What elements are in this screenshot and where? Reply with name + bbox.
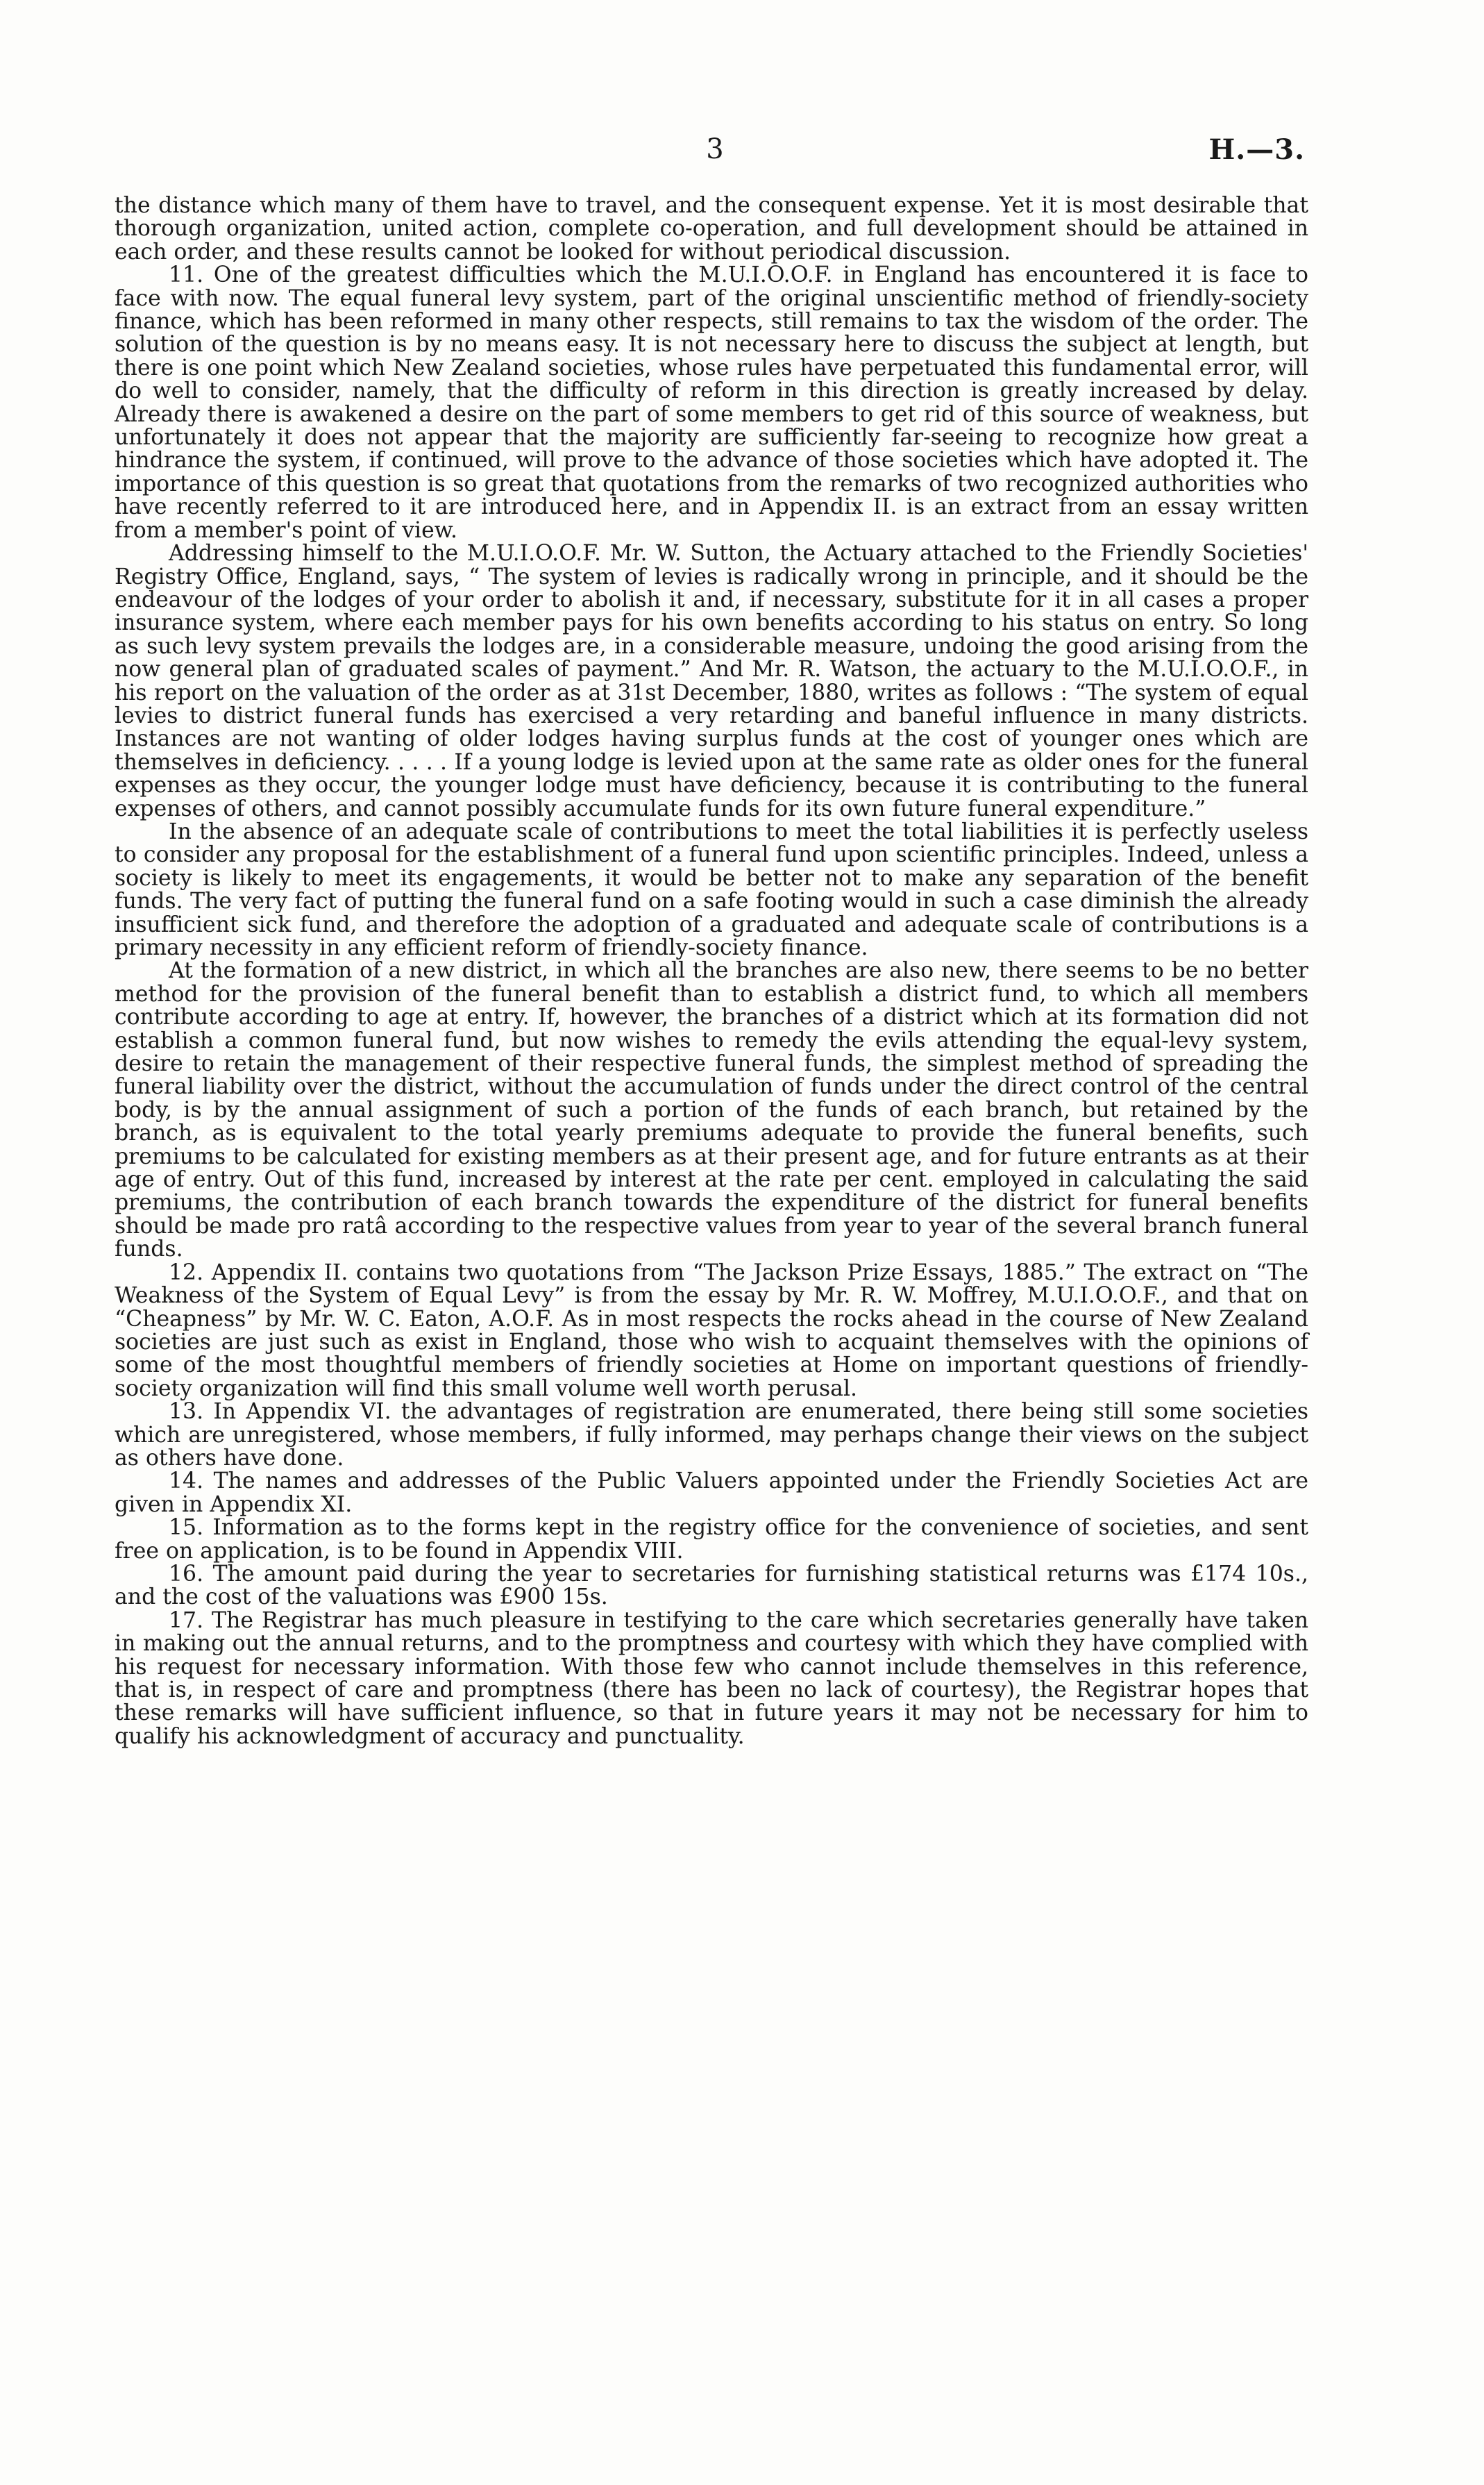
paragraph: 12. Appendix II. contains two quotations from “The Jackson Prize Essays, 1885.” The extract on “The Weakness of the System of Equal Levy” is from the essay by Mr. R. W. Moffrey, M.U.I.O.O.F., and that on “Cheapness” by Mr. W. C. Eaton, A.O.F. As in most respects the rocks ahead in the course of New Zealand societies are just such as exist in England, those who wish to acquaint themselves with the opinions of some of the most thoughtful members of friendly societies at Home on important questions of friendly-society organization will find this small volume well worth perusal. bbox=[115, 1260, 1308, 1401]
page-number: 3 bbox=[706, 133, 724, 165]
paragraph: 11. One of the greatest difficulties which the M.U.I.O.O.F. in England has encountered it is face to face with now. The equal funeral levy system, part of the original unscientific method of friendly-society finance, which has been reformed in many other respects, still remains to tax the wisdom of the order. The solution of the question is by no means easy. It is not necessary here to discuss the subject at length, but there is one point which New Zealand societies, whose rules have perpetuated this fundamental error, will do well to consider, namely, that the difficulty of reform in this direction is greatly increased by delay. Already there is awakened a desire on the part of some members to get rid of this source of weakness, but unfortunately it does not appear that the majority are sufficiently far-seeing to recognize how great a hindrance the system, if continued, will prove to the advance of those societies which have adopted it. The importance of this question is so great that quotations from the remarks of two recognized authorities who have recently referred to it are introduced here, and in Appendix II. is an extract from an essay written from a member's point of view. bbox=[115, 262, 1308, 543]
body-text bbox=[115, 194, 1308, 1748]
paper-reference: H.—3. bbox=[1208, 133, 1305, 166]
paragraph: 17. The Registrar has much pleasure in testifying to the care which secretaries generally have taken in making out the annual returns, and to the promptness and courtesy with which they have complied with his request for necessary information. With those few who cannot include themselves in this reference, that is, in respect of care and promptness (there has been no lack of courtesy), the Registrar hopes that these remarks will have sufficient influence, so that in future years it may not be necessary for him to qualify his acknowledgment of accuracy and punctuality. bbox=[115, 1607, 1308, 1749]
paragraph: Addressing himself to the M.U.I.O.O.F. Mr. W. Sutton, the Actuary attached to the Friendly Societies' Registry Office, England, says, “ The system of levies is radically wrong in principle, and it should be the endeavour of the lodges of your order to abolish it and, if necessary, substitute for it in all cases a proper insurance system, where each member pays for his own benefits according to his status on entry. So long as such levy system prevails the lodges are, in a considerable measure, undoing the good arising from the now general plan of graduated scales of payment.” And Mr. R. Watson, the actuary to the M.U.I.O.O.F., in his report on the valuation of the order as at 31st December, 1880, writes as follows : “The system of equal levies to district funeral funds has exercised a very retarding and baneful influence in many districts. Instances are not wanting of older lodges having surplus funds at the cost of younger ones which are themselves in deficiency. . . . . If a young lodge is levied upon at the same rate as older ones for the funeral expenses as they occur, the younger lodge must have deficiency, because it is contributing to the funeral expenses of others, and cannot possibly accumulate funds for its own future funeral expenditure.” bbox=[115, 541, 1308, 821]
paragraph: In the absence of an adequate scale of contributions to meet the total liabilities it is perfectly useless to consider any proposal for the establishment of a funeral fund upon scientific principles. Indeed, unless a society is likely to meet its engagements, it would be better not to make any separation of the benefit funds. The very fact of putting the funeral fund on a safe footing would in such a case diminish the already insufficient sick fund, and therefore the adoption of a graduated and adequate scale of contributions is a primary necessity in any efficient reform of friendly-society finance. bbox=[115, 819, 1308, 960]
paragraph: 14. The names and addresses of the Public Valuers appointed under the Friendly Societies Act are given in Appendix XI. bbox=[115, 1469, 1308, 1517]
paragraph: 15. Information as to the forms kept in the registry office for the convenience of societies, and sent free on application, is to be found in Appendix VIII. bbox=[115, 1515, 1308, 1564]
paragraph: 16. The amount paid during the year to secretaries for furnishing statistical returns was £174 10s., and the cost of the valuations was £900 15s. bbox=[115, 1561, 1308, 1610]
paragraph: the distance which many of them have to travel, and the consequent expense. Yet it is most desirable that thorough organization, united action, complete co-operation, and full development should be attained in each order, and these results cannot be looked for without periodical discussion. bbox=[115, 193, 1308, 265]
paragraph: At the formation of a new district, in which all the branches are also new, there seems to be no better method for the provision of the funeral benefit than to establish a district fund, to which all members contribute according to age at entry. If, however, the branches of a district which at its formation did not establish a common funeral fund, but now wishes to remedy the evils attending the equal-levy system, desire to retain the management of their respective funeral funds, the simplest method of spreading the funeral liability over the district, without the accumulation of funds under the direct control of the central body, is by the annual assignment of such a portion of the funds of each branch, but retained by the branch, as is equivalent to the total yearly premiums adequate to provide the funeral benefits, such premiums to be calculated for existing members as at their present age, and for future entrants as at their age of entry. Out of this fund, increased by interest at the rate per cent. employed in calculating the said premiums, the contribution of each branch towards the expenditure of the district for funeral benefits should be made pro ratâ according to the respective values from year to year of the several branch funeral funds. bbox=[115, 958, 1308, 1262]
paragraph: 13. In Appendix VI. the advantages of registration are enumerated, there being still some societies which are unregistered, whose members, if fully informed, may perhaps change their views on the subject as others have done. bbox=[115, 1399, 1308, 1471]
